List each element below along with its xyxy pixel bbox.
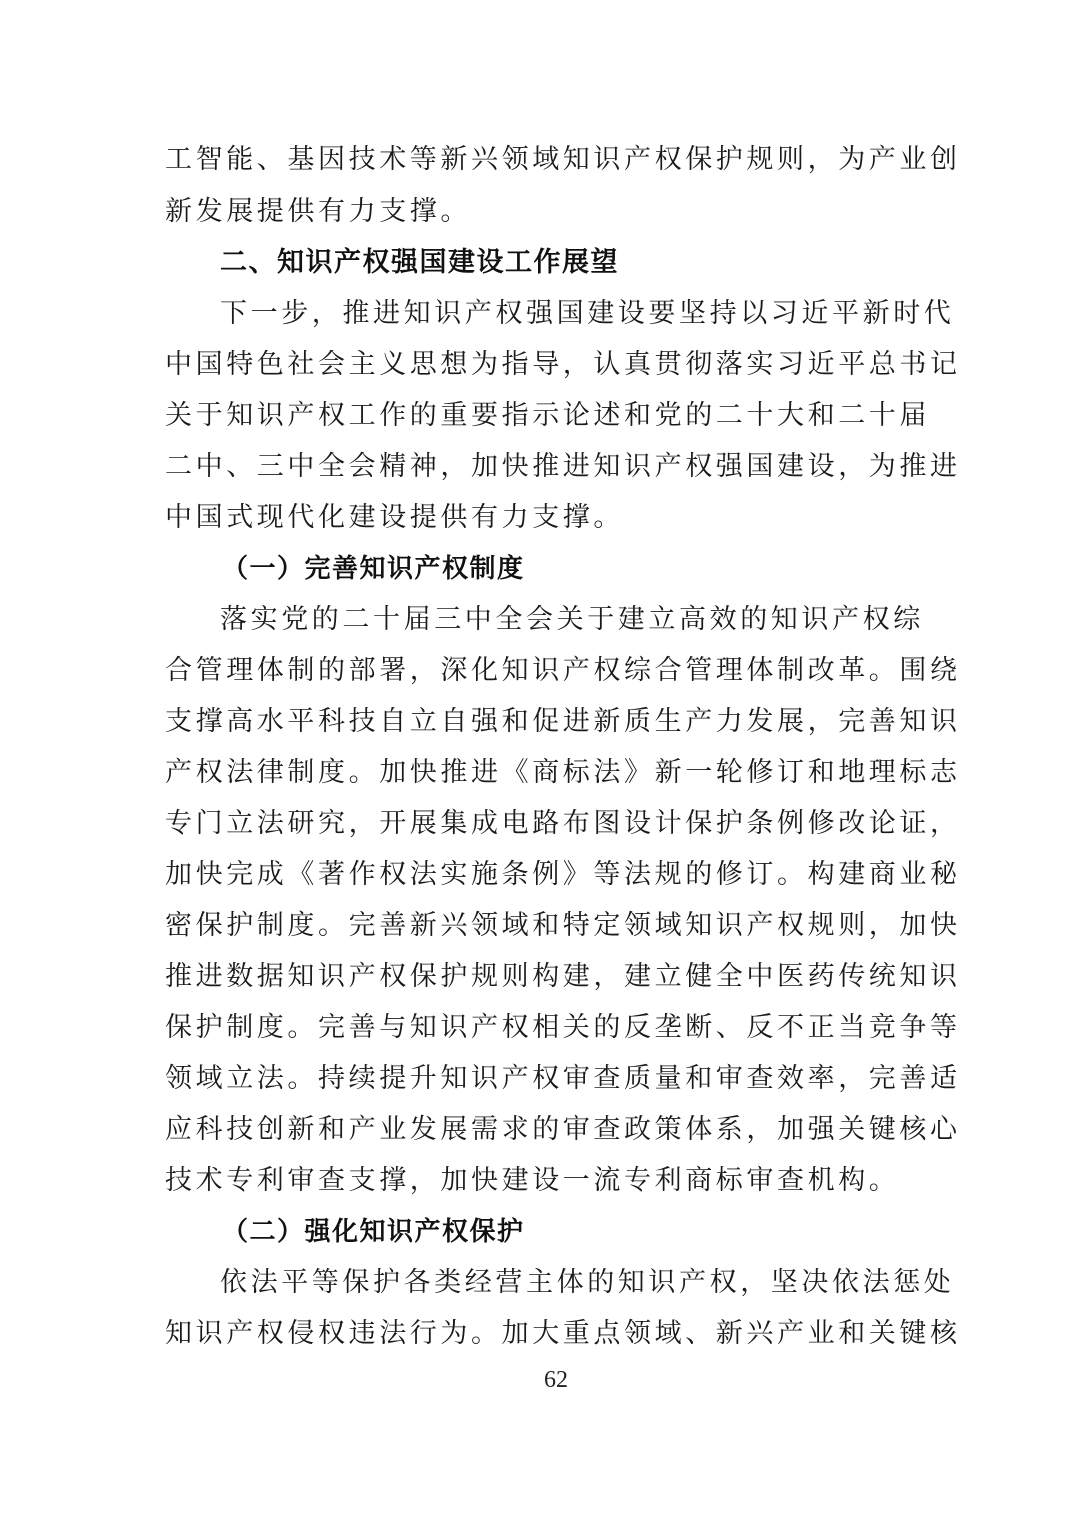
body-text-line: 推进数据知识产权保护规则构建，建立健全中医药传统知识 (165, 961, 961, 992)
body-text-line: 合管理体制的部署，深化知识产权综合管理体制改革。围绕 (165, 655, 961, 686)
body-text-line: 产权法律制度。加快推进《商标法》新一轮修订和地理标志 (165, 757, 961, 788)
body-text-line: 支撑高水平科技自立自强和促进新质生产力发展，完善知识 (165, 706, 961, 737)
body-text-line: 保护制度。完善与知识产权相关的反垄断、反不正当竞争等 (165, 1012, 961, 1043)
body-text-line: 领域立法。持续提升知识产权审查质量和审查效率，完善适 (165, 1063, 961, 1094)
body-text-line: 关于知识产权工作的重要指示论述和党的二十大和二十届 (165, 400, 930, 431)
body-text-line: 落实党的二十届三中全会关于建立高效的知识产权综 (220, 604, 924, 635)
body-text-line: 下一步，推进知识产权强国建设要坚持以习近平新时代 (220, 298, 955, 329)
subsection-heading: （一）完善知识产权制度 (222, 554, 525, 584)
section-heading: 二、知识产权强国建设工作展望 (220, 247, 619, 278)
body-text-line: 中国特色社会主义思想为指导，认真贯彻落实习近平总书记 (165, 349, 961, 380)
body-text-line: 技术专利审查支撑，加快建设一流专利商标审查机构。 (165, 1165, 900, 1196)
body-text-line: 专门立法研究，开展集成电路布图设计保护条例修改论证， (165, 808, 961, 839)
body-text-line: 知识产权侵权违法行为。加大重点领域、新兴产业和关键核 (165, 1318, 961, 1349)
page-number: 62 (544, 1367, 568, 1393)
body-text-line: 工智能、基因技术等新兴领域知识产权保护规则，为产业创 (165, 144, 961, 175)
body-text-line: 依法平等保护各类经营主体的知识产权，坚决依法惩处 (220, 1267, 955, 1298)
body-text-line: 应科技创新和产业发展需求的审查政策体系，加强关键核心 (165, 1114, 961, 1145)
body-text-line: 加快完成《著作权法实施条例》等法规的修订。构建商业秘 (165, 859, 961, 890)
body-text-line: 新发展提供有力支撑。 (165, 196, 471, 227)
body-text-line: 二中、三中全会精神，加快推进知识产权强国建设，为推进 (165, 451, 961, 482)
body-text-line: 密保护制度。完善新兴领域和特定领域知识产权规则，加快 (165, 910, 961, 941)
subsection-heading: （二）强化知识产权保护 (222, 1217, 525, 1247)
body-text-line: 中国式现代化建设提供有力支撑。 (165, 502, 624, 533)
